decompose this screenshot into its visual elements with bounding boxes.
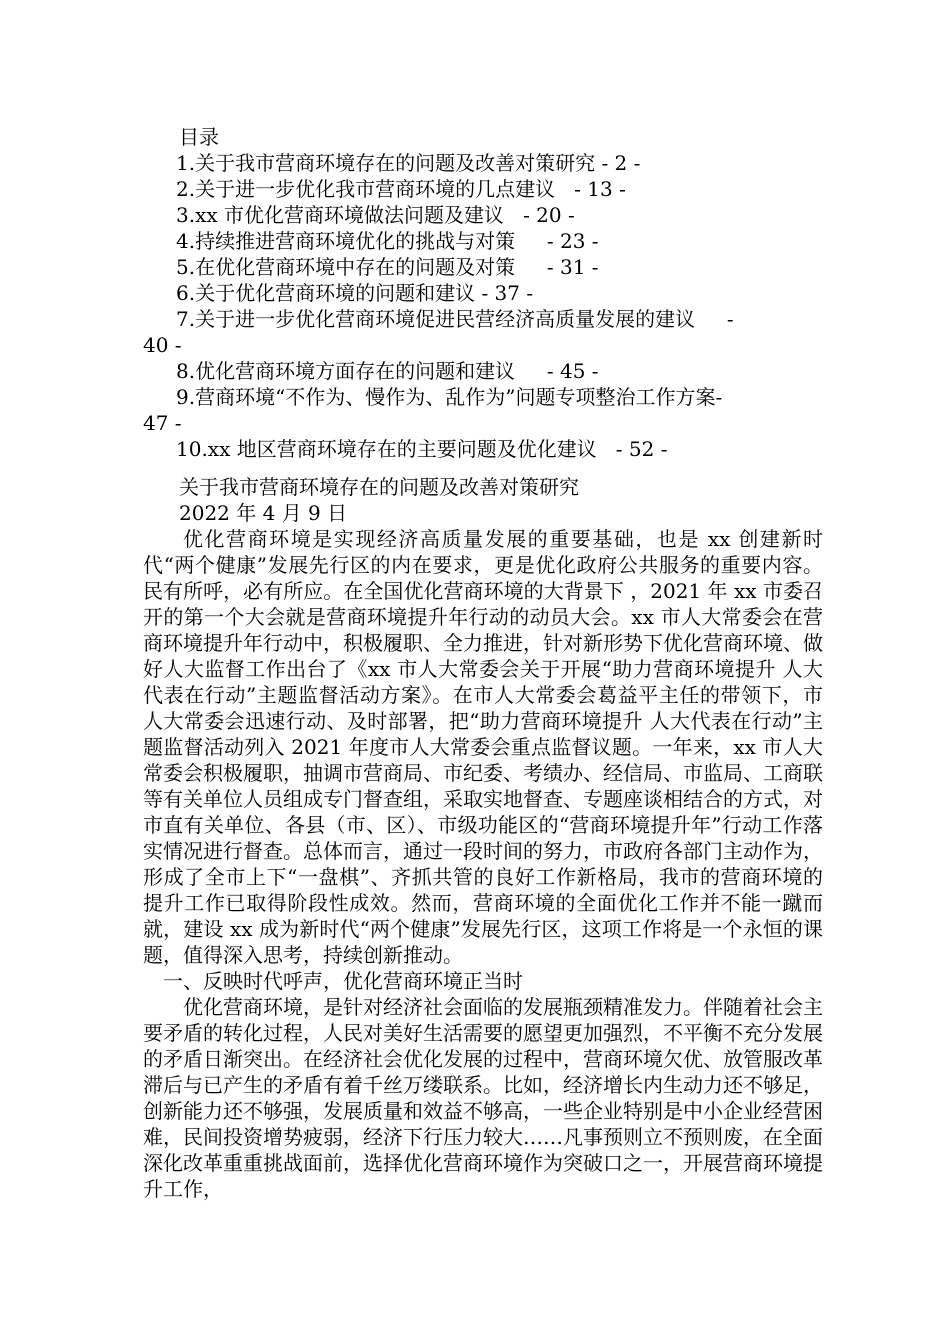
section-heading-1: 一、反映时代呼声，优化营商环境正当时 <box>163 969 523 993</box>
toc-entry-2[interactable]: 2.关于进一步优化我市营商环境的几点建议 - 13 - <box>176 177 626 201</box>
article-date: 2022 年 4 月 9 日 <box>179 501 348 525</box>
toc-entry-9-page[interactable]: 47 - <box>143 411 182 435</box>
toc-entry-4[interactable]: 4.持续推进营商环境优化的挑战与对策 - 23 - <box>176 229 599 253</box>
article-heading: 关于我市营商环境存在的问题及改善对策研究 <box>179 475 579 499</box>
toc-entry-3[interactable]: 3.xx 市优化营商环境做法问题及建议 - 20 - <box>176 203 575 227</box>
toc-entry-10[interactable]: 10.xx 地区营商环境存在的主要问题及优化建议 - 52 - <box>176 437 668 461</box>
toc-entry-7-page[interactable]: 40 - <box>143 333 182 357</box>
toc-entry-1[interactable]: 1.关于我市营商环境存在的问题及改善对策研究 - 2 - <box>176 151 641 175</box>
article-paragraph-1: 优化营商环境是实现经济高质量发展的重要基础，也是 xx 创建新时代“两个健康”发展先行区的内在要求，更是优化政府公共服务的重要内容。民有所呼，必有所应。在全国优化营商环境的大背景下 ，2021 年 xx 市委召开的第一个大会就是营商环境提升年行动的动员大会。xx 市人大常委会在营商环境提升年行动中，积极履职、全力推进，针对新形势下优化营商环境、做好人大监督工作出台了《xx 市人大常委会关于开展“助力营商环境提升 人大代表在行动”主题监督活动方案》。在市人大常委会葛益平主任的带领下，市人大常委会迅速行动、及时部署，把“助力营商环境提升 人大代表在行动”主题监督活动列入 2021 年度市人大常委会重点监督议题。一年来，xx 市人大常委会积极履职，抽调市营商局、市纪委、考绩办、经信局、市监局、工商联等有关单位人员组成专门督查组，采取实地督查、专题座谈相结合的方式，对市直有关单位、各县（市、区）、市级功能区的“营商环境提升年”行动工作落实情况进行督查。总体而言，通过一段时间的努力，市政府各部门主动作为，形成了全市上下“一盘棋”、齐抓共管的良好工作新格局，我市的营商环境的提升工作已取得阶段性成效。然而，营商环境的全面优化工作并不能一蹴而就，建设 xx 成为新时代“两个健康”发展先行区，这项工作将是一个永恒的课题，值得深入思考，持续创新推动。 <box>143 527 823 967</box>
toc-entry-8[interactable]: 8.优化营商环境方面存在的问题和建议 - 45 - <box>176 359 599 383</box>
toc-entry-9[interactable]: 9.营商环境“不作为、慢作为、乱作为”问题专项整治工作方案- <box>176 385 723 409</box>
toc-title: 目录 <box>179 125 219 149</box>
table-of-contents <box>143 124 803 462</box>
toc-entry-5[interactable]: 5.在优化营商环境中存在的问题及对策 - 31 - <box>176 255 599 279</box>
toc-entry-6[interactable]: 6.关于优化营商环境的问题和建议 - 37 - <box>176 281 534 305</box>
article <box>143 474 823 1202</box>
article-paragraph-2: 优化营商环境，是针对经济社会面临的发展瓶颈精准发力。伴随着社会主要矛盾的转化过程，人民对美好生活需要的愿望更加强烈，不平衡不充分发展的矛盾日渐突出。在经济社会优化发展的过程中，营商环境欠优、放管服改革滞后与已产生的矛盾有着千丝万缕联系。比如，经济增长内生动力还不够足，创新能力还不够强，发展质量和效益不够高，一些企业特别是中小企业经营困难，民间投资增势疲弱，经济下行压力较大……凡事预则立不预则废，在全面深化改革重重挑战面前，选择优化营商环境作为突破口之一，开展营商环境提升工作， <box>143 995 823 1201</box>
toc-entry-7[interactable]: 7.关于进一步优化营商环境促进民营经济高质量发展的建议 - <box>176 307 734 331</box>
